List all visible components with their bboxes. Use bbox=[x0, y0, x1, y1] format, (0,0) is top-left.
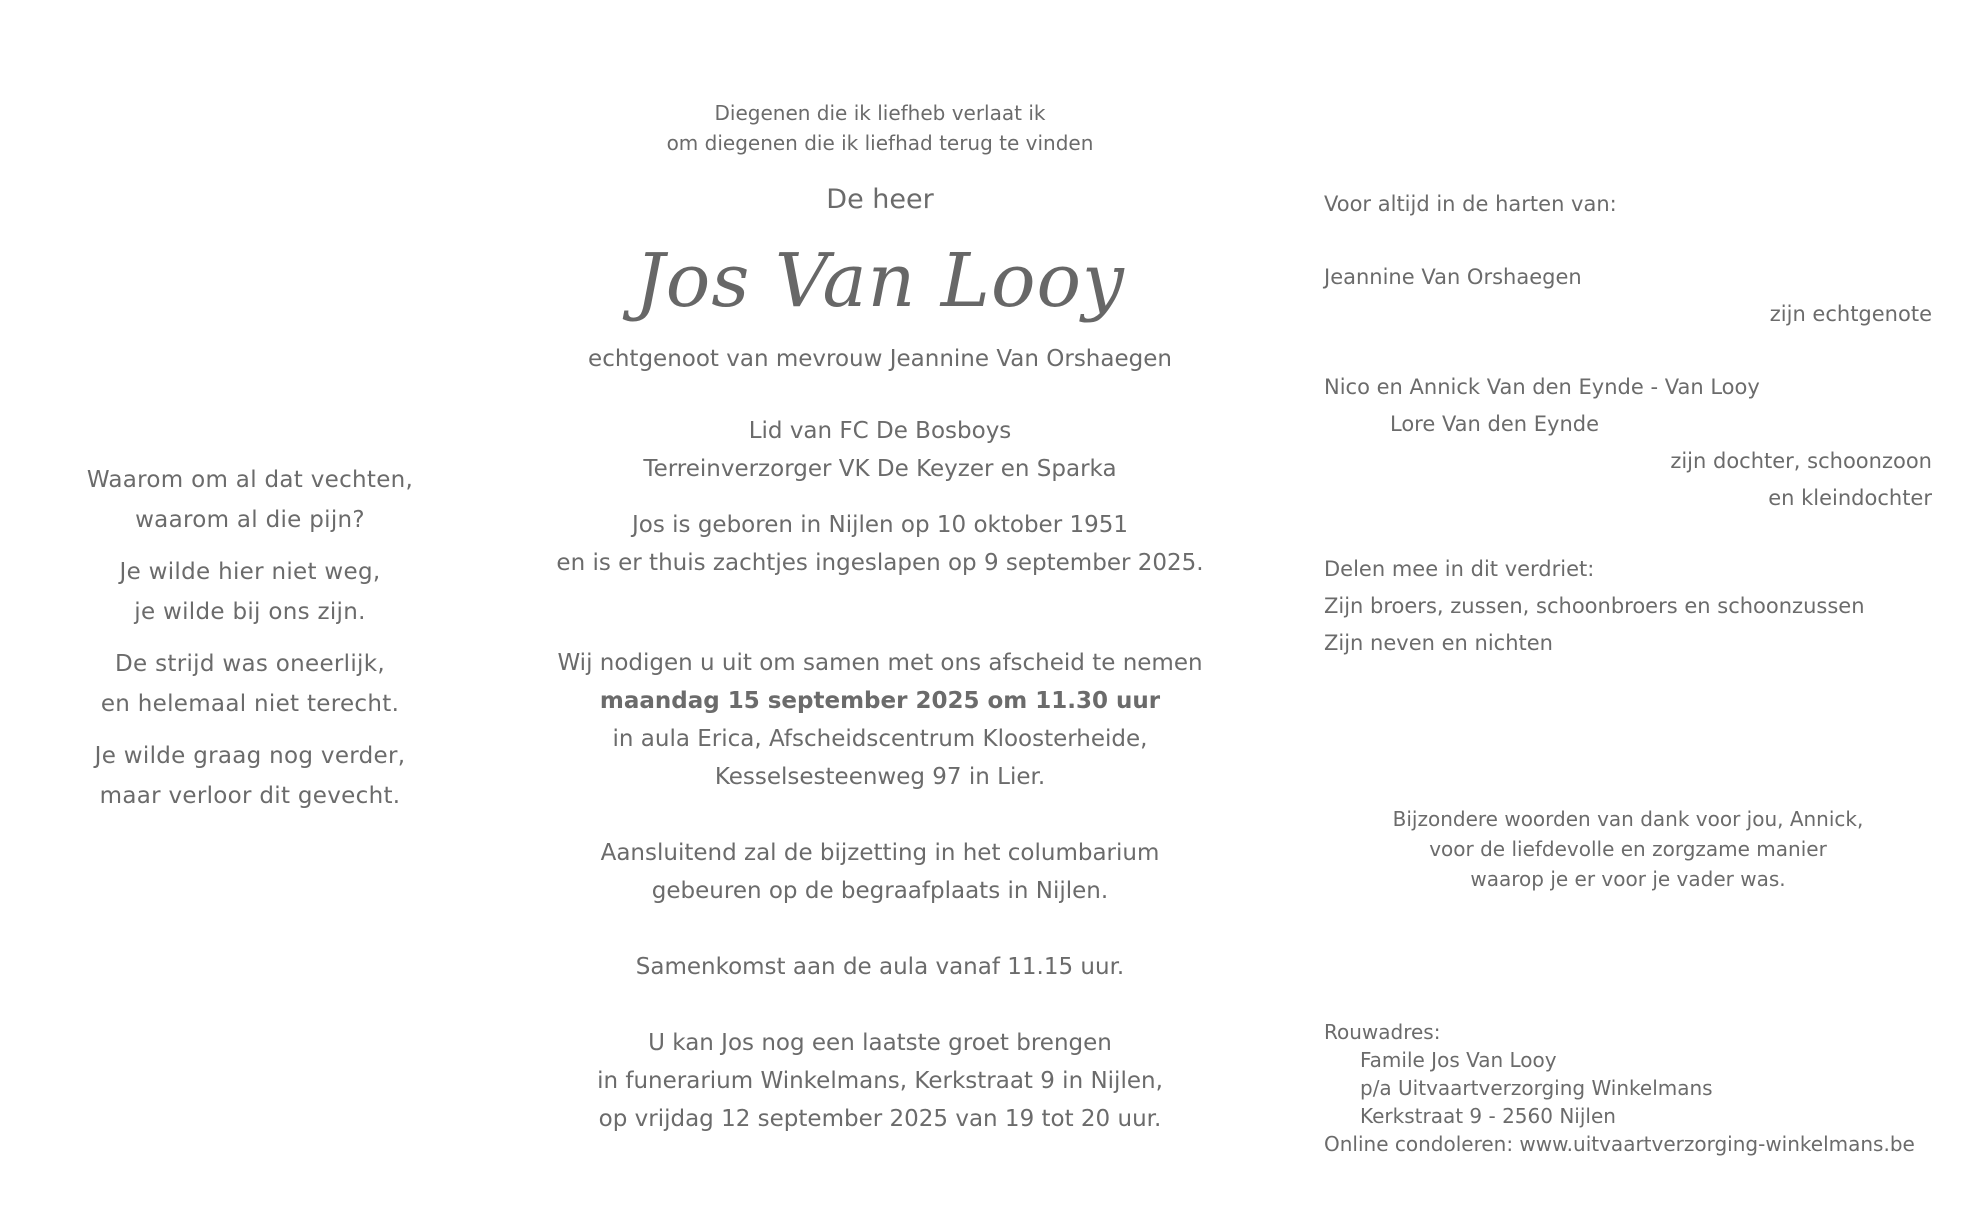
visit-line: op vrijdag 12 september 2025 van 19 tot 20 uur. bbox=[598, 1106, 1162, 1132]
poem-line: maar verloor dit gevecht. bbox=[99, 783, 401, 809]
family-member-role: zijn dochter, schoonzoon bbox=[1670, 449, 1932, 473]
thanks-line: Bijzondere woorden van dank voor jou, Annick, bbox=[1392, 807, 1864, 831]
ceremony-date: maandag 15 september 2025 om 11.30 uur bbox=[599, 688, 1161, 714]
family-member-role: zijn echtgenote bbox=[1769, 302, 1932, 326]
poem-stanza bbox=[40, 644, 460, 724]
poem-stanza bbox=[40, 736, 460, 816]
ceremony-location: in aula Erica, Afscheidscentrum Kloosterheide, bbox=[612, 726, 1148, 752]
gathering-block bbox=[540, 948, 1220, 986]
poem-line: en helemaal niet terecht. bbox=[100, 691, 400, 717]
motto-line: om diegenen die ik liefhad terug te vinden bbox=[666, 131, 1094, 155]
spouse-line: echtgenoot van mevrouw Jeannine Van Orshaegen bbox=[588, 346, 1172, 372]
address-heading: Rouwadres: bbox=[1324, 1020, 1441, 1044]
burial-block bbox=[540, 834, 1220, 910]
address-line: p/a Uitvaartverzorging Winkelmans bbox=[1360, 1076, 1713, 1100]
poem-line: Je wilde hier niet weg, bbox=[119, 559, 381, 585]
share-heading: Delen mee in dit verdriet: bbox=[1324, 557, 1595, 581]
share-line: Zijn neven en nichten bbox=[1324, 631, 1553, 655]
family-member-name: Lore Van den Eynde bbox=[1390, 412, 1600, 436]
club-line: Lid van FC De Bosboys bbox=[748, 418, 1012, 444]
burial-line: gebeuren op de begraafplaats in Nijlen. bbox=[651, 878, 1109, 904]
family-heading: Voor altijd in de harten van: bbox=[1324, 192, 1617, 216]
birth-line: Jos is geboren in Nijlen op 10 oktober 1951 bbox=[631, 512, 1129, 538]
poem bbox=[40, 460, 460, 828]
online-condolence-link[interactable]: Online condoleren: www.uitvaartverzorging-winkelmans.be bbox=[1324, 1132, 1915, 1156]
visit-line: in funerarium Winkelmans, Kerkstraat 9 in Nijlen, bbox=[597, 1068, 1163, 1094]
poem-line: waarom al die pijn? bbox=[135, 507, 365, 533]
poem-stanza bbox=[40, 552, 460, 632]
poem-line: De strijd was oneerlijk, bbox=[115, 651, 385, 677]
invitation-line: Wij nodigen u uit om samen met ons afscheid te nemen bbox=[557, 650, 1203, 676]
club-line: Terreinverzorger VK De Keyzer en Sparka bbox=[643, 456, 1117, 482]
gathering-line: Samenkomst aan de aula vanaf 11.15 uur. bbox=[635, 954, 1125, 980]
share-line: Zijn broers, zussen, schoonbroers en schoonzussen bbox=[1324, 594, 1865, 618]
title-prefix: De heer bbox=[826, 184, 934, 215]
invitation-block bbox=[540, 644, 1220, 796]
club-block bbox=[540, 412, 1220, 488]
thanks-line: voor de liefdevolle en zorgzame manier bbox=[1429, 837, 1827, 861]
family-member-role: en kleindochter bbox=[1768, 486, 1932, 510]
visit-line: U kan Jos nog een laatste groet brengen bbox=[648, 1030, 1112, 1056]
announcement bbox=[540, 98, 1220, 1138]
ceremony-address: Kesselsesteenweg 97 in Lier. bbox=[714, 764, 1046, 790]
poem-stanza bbox=[40, 460, 460, 540]
burial-line: Aansluitend zal de bijzetting in het columbarium bbox=[600, 840, 1160, 866]
poem-line: Je wilde graag nog verder, bbox=[94, 743, 406, 769]
thanks-line: waarop je er voor je vader was. bbox=[1470, 867, 1786, 891]
deceased-name: Jos Van Looy bbox=[635, 238, 1125, 324]
mourning-address bbox=[1324, 1018, 1964, 1158]
address-line: Kerkstraat 9 - 2560 Nijlen bbox=[1360, 1104, 1616, 1128]
family-list bbox=[1324, 186, 1932, 662]
motto-line: Diegenen die ik liefheb verlaat ik bbox=[714, 101, 1046, 125]
poem-line: je wilde bij ons zijn. bbox=[134, 599, 366, 625]
birth-death-block bbox=[540, 506, 1220, 582]
family-member-name: Jeannine Van Orshaegen bbox=[1324, 265, 1582, 289]
visit-block bbox=[540, 1024, 1220, 1138]
thanks-note bbox=[1324, 804, 1932, 894]
family-member-name: Nico en Annick Van den Eynde - Van Looy bbox=[1324, 375, 1760, 399]
poem-line: Waarom om al dat vechten, bbox=[86, 467, 414, 493]
address-line: Famile Jos Van Looy bbox=[1360, 1048, 1557, 1072]
death-line: en is er thuis zachtjes ingeslapen op 9 september 2025. bbox=[556, 550, 1204, 576]
